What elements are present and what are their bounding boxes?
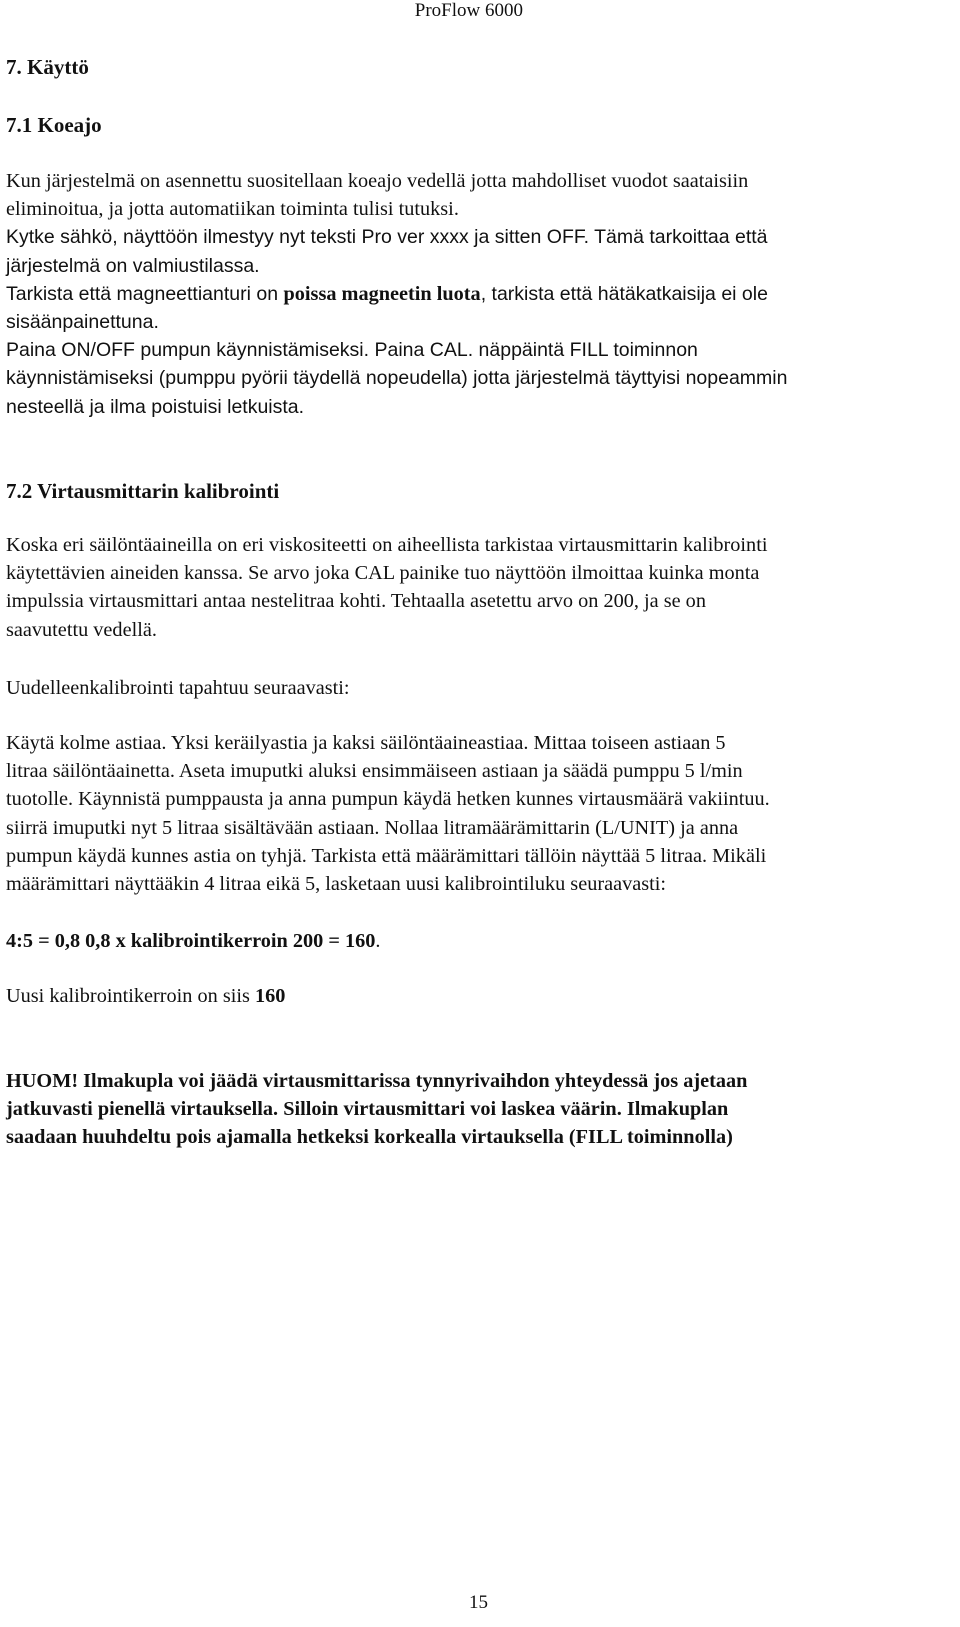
header-doc-title: ProFlow 6000 bbox=[414, 0, 523, 21]
recalibration-intro: Uudelleenkalibrointi tapahtuu seuraavasti: bbox=[6, 677, 350, 699]
note-line: saadaan huuhdeltu pois ajamalla hetkeksi korkealla virtauksella (FILL toiminnolla) bbox=[6, 1126, 733, 1149]
paragraph-line: Paina ON/OFF pumpun käynnistämiseksi. Paina CAL. näppäintä FILL toiminnon bbox=[6, 339, 698, 362]
section-7-heading: 7. Käyttö bbox=[6, 55, 89, 79]
recalibration-steps bbox=[6, 729, 948, 898]
section-7-2-paragraph bbox=[6, 531, 948, 644]
paragraph-line: sisäänpainettuna. bbox=[6, 311, 159, 334]
formula-text: 4:5 = 0,8 0,8 x kalibrointikerroin 200 = 160 bbox=[6, 930, 376, 952]
new-factor-value: 160 bbox=[255, 985, 286, 1007]
note-line: jatkuvasti pienellä virtauksella. Silloin virtausmittari voi laskea väärin. Ilmakuplan bbox=[6, 1098, 729, 1121]
paragraph-line: litraa säilöntäainetta. Aseta imuputki aluksi ensimmäiseen astiaan ja säädä pumppu 5 l/min bbox=[6, 760, 743, 783]
paragraph-line: järjestelmä on valmiustilassa. bbox=[6, 254, 260, 277]
paragraph-line: käynnistämiseksi (pumppu pyörii täydellä nopeudella) jotta järjestelmä täyttyisi nopeammin bbox=[6, 367, 788, 390]
paragraph-line: saavutettu vedellä. bbox=[6, 618, 157, 641]
section-7-1-paragraph bbox=[6, 167, 948, 421]
paragraph-line: nesteellä ja ilma poistuisi letkuista. bbox=[6, 395, 305, 418]
emphasis-text: poissa magneetin luota bbox=[283, 282, 481, 305]
paragraph-line: Tarkista että magneettianturi on poissa magneetin luota, tarkista että hätäkatkaisija ei ole bbox=[6, 282, 768, 305]
paragraph-line: pumpun käydä kunnes astia on tyhjä. Tarkista että määrämittari tällöin näyttää 5 litraa. Mikäli bbox=[6, 844, 767, 867]
paragraph-line: Koska eri säilöntäaineilla on eri viskositeetti on aiheellista tarkistaa virtausmittarin kalibrointi bbox=[6, 534, 768, 556]
new-factor-line: Uusi kalibrointikerroin on siis 160 bbox=[6, 985, 286, 1007]
section-7-1-heading: 7.1 Koeajo bbox=[6, 113, 102, 137]
section-7-2-heading: 7.2 Virtausmittarin kalibrointi bbox=[6, 479, 280, 503]
paragraph-line: Käytä kolme astiaa. Yksi keräilyastia ja kaksi säilöntäaineastiaa. Mittaa toiseen astiaan 5 bbox=[6, 732, 726, 754]
note-block bbox=[6, 1067, 948, 1152]
paragraph-line: impulssia virtausmittari antaa nestelitraa kohti. Tehtaalla asetettu arvo on 200, ja se on bbox=[6, 590, 706, 613]
paragraph-line: Kytke sähkö, näyttöön ilmestyy nyt teksti Pro ver xxxx ja sitten OFF. Tämä tarkoittaa että bbox=[6, 226, 768, 249]
paragraph-line: Kun järjestelmä on asennettu suositellaan koeajo vedellä jotta mahdolliset vuodot saataisiin bbox=[6, 170, 749, 192]
note-line: HUOM! Ilmakupla voi jäädä virtausmittarissa tynnyrivaihdon yhteydessä jos ajetaan bbox=[6, 1070, 748, 1092]
formula-line: 4:5 = 0,8 0,8 x kalibrointikerroin 200 = 160. bbox=[6, 930, 381, 952]
paragraph-line: määrämittari näyttääkin 4 litraa eikä 5, lasketaan uusi kalibrointiluku seuraavasti: bbox=[6, 873, 667, 896]
paragraph-line: eliminoitua, ja jotta automatiikan toiminta tulisi tutuksi. bbox=[6, 198, 459, 221]
page-number: 15 bbox=[469, 1592, 488, 1613]
paragraph-line: tuotolle. Käynnistä pumppausta ja anna pumpun käydä hetken kunnes virtausmäärä vakiintuu. bbox=[6, 788, 770, 811]
paragraph-line: käytettävien aineiden kanssa. Se arvo joka CAL painike tuo näyttöön ilmoittaa kuinka monta bbox=[6, 562, 760, 585]
paragraph-line: siirrä imuputki nyt 5 litraa sisältävään astiaan. Nollaa litramäärämittarin (L/UNIT) ja anna bbox=[6, 816, 739, 839]
